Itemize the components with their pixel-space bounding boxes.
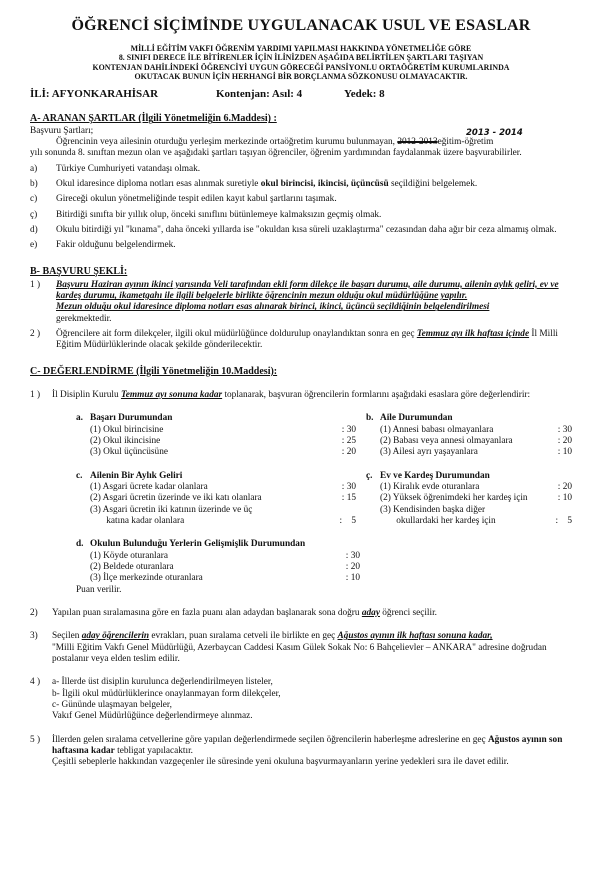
subtitle-line: 8. SINIFI DERECE İLE BİTİRENLER İÇİN İLİNİZDEN AŞAĞIDA BELİRTİLEN ŞARTLARI TAŞIYAN bbox=[118, 53, 484, 63]
group-title: Aile Durumundan bbox=[380, 413, 453, 424]
criteria-label: katına kadar olanlara bbox=[90, 515, 185, 526]
criteria-points: : 5 bbox=[339, 515, 356, 526]
list-marker: b) bbox=[30, 178, 38, 189]
criteria-row bbox=[90, 482, 356, 493]
criteria-points: : 10 bbox=[345, 573, 360, 584]
section-b-item-1 bbox=[30, 280, 572, 325]
application-text: gerekmektedir. bbox=[56, 313, 112, 324]
list-marker: c) bbox=[30, 194, 38, 205]
criteria-row bbox=[90, 493, 356, 504]
group-letter: a. bbox=[76, 413, 83, 424]
subtitle-line: MİLLİ EĞİTİM VAKFI ÖĞRENİM YARDIMI YAPILMASI HAKKINDA YÖNETMELİĞE GÖRE bbox=[130, 43, 472, 53]
criteria-column-left bbox=[76, 413, 360, 584]
deadline-text: Ağustos ayının ilk haftası sonuna kadar, bbox=[337, 631, 493, 642]
evaluation-text: evrakları, puan sıralama cetveli ile birlikte en geç bbox=[149, 631, 338, 642]
criteria-row bbox=[380, 493, 572, 504]
criteria-points: : 30 bbox=[341, 424, 356, 435]
evaluation-text: öğrenci seçilir. bbox=[379, 607, 438, 618]
application-text: İl Milli Eğitim Müdürlüklerinde olacak şekilde gönderilecektir. bbox=[56, 329, 559, 351]
criteria-label: (3) Kendisinden başka diğer bbox=[380, 504, 486, 515]
list-text: seçildiğini belgelemek. bbox=[388, 178, 478, 189]
address-text: "Milli Eğitim Vakfı Genel Müdürlüğü, Azerbaycan Caddesi Kasım Gülek Sokak No: 6 Bahçelievler – ANKARA" adresine doğrudan postalanır veya elden teslim edilir. bbox=[52, 642, 547, 664]
criteria-row bbox=[90, 447, 356, 458]
criteria-points: : 20 bbox=[557, 481, 572, 492]
section-c-item-3 bbox=[30, 631, 572, 665]
criteria-label: (2) Asgari ücretin üzerinde ve iki katı olanlara bbox=[90, 493, 262, 504]
list-item bbox=[30, 225, 572, 236]
criteria-points: : 30 bbox=[341, 481, 356, 492]
criteria-group bbox=[76, 413, 356, 458]
criteria-group bbox=[76, 539, 360, 584]
criteria-label: (1) Annesi babası olmayanlara bbox=[380, 424, 494, 435]
criteria-row bbox=[90, 562, 360, 573]
application-text: Öğrencilere ait form dilekçeler, ilgili okul müdürlüğünce doldurulup onaylandıktan sonra en geç bbox=[56, 329, 417, 340]
list-marker: 1 ) bbox=[30, 389, 41, 400]
criteria-row bbox=[380, 516, 572, 527]
list-item bbox=[30, 194, 572, 205]
province-label: İLİ: AFYONKARAHİSAR bbox=[30, 88, 159, 101]
quota-main: Kontenjan: Asıl: 4 bbox=[216, 88, 303, 101]
evaluation-text: toplanarak, başvuran öğrencilerin formlarını aşağıdaki esaslara göre değerlendirir: bbox=[222, 389, 531, 400]
criteria-label: (2) Yüksek öğrenimdeki her kardeş için bbox=[380, 493, 528, 504]
evaluation-text: İl Disiplin Kurulu bbox=[52, 389, 121, 400]
list-marker: a) bbox=[30, 163, 38, 174]
criteria-row bbox=[380, 505, 572, 516]
section-a-intro: Başvuru Şartları; bbox=[30, 125, 94, 136]
criteria-label: (3) Ailesi ayrı yaşayanlara bbox=[380, 447, 478, 458]
group-title: Ailenin Bir Aylık Geliri bbox=[90, 470, 183, 481]
list-marker: 5 ) bbox=[30, 734, 41, 745]
criteria-label: okullardaki her kardeş için bbox=[380, 515, 496, 526]
emphasis-text: aday öğrencilerin bbox=[81, 631, 150, 642]
document-subtitle bbox=[30, 44, 572, 83]
criteria-label: (2) Babası veya annesi olmayanlara bbox=[380, 435, 513, 446]
criteria-row bbox=[90, 516, 356, 527]
list-marker: 2 ) bbox=[30, 329, 41, 340]
criteria-column-right bbox=[366, 413, 572, 584]
exclusion-line: c- Gününde ulaşmayan belgeler, bbox=[52, 699, 172, 710]
application-text: Başvuru Haziran ayının ikinci yarısında Veli tarafından ekli form dilekçe ile başarı durumu, aile durumu, ailenin aylık geliri, ev ve kardeş durumu, ikametgahı ile ilgili belgelerle birlikte öğrencinin mezun olduğu okul müdürlüğüne yapılır. bbox=[56, 279, 559, 302]
list-text: Gireceği okulun yönetmeliğinde tespit edilen kayıt kabul şartlarını taşımak. bbox=[56, 194, 337, 205]
criteria-points: : 10 bbox=[557, 447, 572, 458]
list-marker: d) bbox=[30, 224, 38, 235]
deadline-text: Ağustos ayının son haftasına kadar bbox=[52, 734, 563, 756]
group-letter: d. bbox=[76, 539, 84, 550]
criteria-points: : 30 bbox=[345, 550, 360, 561]
criteria-group bbox=[366, 471, 572, 528]
exclusion-line: Vakıf Genel Müdürlüğünce değerlendirmeye alınmaz. bbox=[52, 711, 253, 722]
group-letter: ç. bbox=[366, 470, 373, 481]
criteria-label: (2) Okul ikincisine bbox=[90, 435, 161, 446]
criteria-row bbox=[380, 447, 572, 458]
paragraph-text: eğitim-öğretim bbox=[437, 137, 494, 147]
criteria-label: (1) Okul birincisine bbox=[90, 424, 164, 435]
section-c-heading: C- DEĞERLENDİRME (İlgili Yönetmeliğin 10.Maddesi): bbox=[30, 365, 278, 377]
criteria-points: : 15 bbox=[341, 493, 356, 504]
evaluation-text: Seçilen bbox=[52, 631, 82, 642]
list-marker: e) bbox=[30, 240, 38, 251]
criteria-points: : 10 bbox=[557, 493, 572, 504]
list-marker: 2) bbox=[30, 607, 38, 618]
evaluation-text: İllerden gelen sıralama cetvellerine göre yapılan değerlendirmede seçilen öğrencilerin haberleşme adreslerine en geç bbox=[52, 734, 488, 745]
subtitle-line: KONTENJAN DAHİLİNDEKİ ÖĞRENCİYİ UYGUN GÖRECEĞİ PANSİYONLU ORTAÖĞRETİM KURUMLARINDA bbox=[92, 62, 510, 72]
exclusion-line: a- İllerde üst disiplin kuruluncа değerlendirilmeyen listeler, bbox=[52, 677, 273, 688]
evaluation-text: tebligat yapılacaktır. bbox=[114, 745, 194, 756]
criteria-label: (1) Asgari ücrete kadar olanlara bbox=[90, 481, 208, 492]
list-item bbox=[30, 179, 572, 190]
paragraph-text: Öğrencinin veya ailesinin oturduğu yerleşim merkezinde ortaöğretim kurumu bulunmayan, bbox=[56, 137, 398, 147]
criteria-label: (3) Asgari ücretin iki katının üzerinde ve üç bbox=[90, 504, 253, 515]
list-marker: 3) bbox=[30, 631, 38, 642]
criteria-label: (1) Köyde oturanlara bbox=[90, 550, 168, 561]
criteria-group bbox=[366, 413, 572, 458]
criteria-group bbox=[76, 471, 356, 528]
group-title: Ev ve Kardeş Durumundan bbox=[380, 470, 490, 481]
list-marker: ç) bbox=[30, 209, 38, 220]
evaluation-text: Çeşitli sebeplerle hakkından vazgeçenler ile süresinde yeni okuluna başvurmayanların yerine yedekleri sıra ile davet edilir. bbox=[52, 757, 509, 768]
criteria-label: (3) Okul üçüncüsüne bbox=[90, 447, 168, 458]
criteria-label: (3) İlçe merkezinde oturanlara bbox=[90, 573, 203, 584]
criteria-points bbox=[320, 505, 356, 516]
application-text: Mezun olduğu okul idaresince diploma notları esas alınarak birinci, ikinci, üçüncü seçildiğinin belgelendirilmesi bbox=[56, 302, 490, 313]
list-item bbox=[30, 210, 572, 221]
section-c-item-5 bbox=[30, 735, 572, 769]
criteria-row bbox=[90, 505, 356, 516]
list-text: Bitirdiği sınıfta bir yıllık olup, önceki sınıflını bütünlemeye kalmaksızın geçmiş olmak. bbox=[56, 209, 382, 220]
list-text: Fakir olduğunu belgelendirmek. bbox=[56, 240, 176, 251]
criteria-points: : 20 bbox=[341, 447, 356, 458]
section-c-item-1 bbox=[30, 390, 572, 401]
criteria-grid bbox=[76, 413, 572, 584]
list-text-bold: okul birincisi, ikincisi, üçüncüsü bbox=[260, 178, 389, 189]
list-text: Türkiye Cumhuriyeti vatandaşı olmak. bbox=[56, 163, 201, 174]
evaluation-text: Yapılan puan sıralamasına göre en fazla puanı alan adaydan başlanarak sona doğru bbox=[52, 607, 362, 618]
emphasis-text: aday bbox=[361, 607, 380, 618]
criteria-row bbox=[380, 436, 572, 447]
points-given-note: Puan verilir. bbox=[76, 584, 122, 595]
list-text: Okulu bitirdiği yıl "kınama", daha önceki yıllarda ise "okuldan kısa süreli uzaklaştırma" cezasından daha ağır bir ceza almamış olmak. bbox=[56, 224, 557, 235]
criteria-row bbox=[380, 482, 572, 493]
section-a-list bbox=[30, 164, 572, 252]
exclusion-line: b- İlgili okul müdürlüklerince onaylanmayan form dilekçeler, bbox=[52, 688, 281, 699]
list-text: Okul idaresince diploma notları esas alınmak suretiyle bbox=[56, 178, 261, 189]
criteria-row bbox=[90, 436, 356, 447]
criteria-row bbox=[90, 551, 360, 562]
list-marker: 4 ) bbox=[30, 677, 41, 688]
criteria-row bbox=[380, 425, 572, 436]
deadline-text: Temmuz ayı sonuna kadar bbox=[120, 389, 223, 400]
criteria-points: : 20 bbox=[345, 561, 360, 572]
list-marker: 1 ) bbox=[30, 279, 41, 290]
criteria-points: : 20 bbox=[557, 435, 572, 446]
section-a-paragraph-line2: yılı sonunda 8. sınıftan mezun olan ve aşağıdaki şartları taşıyan öğrenciler, öğrenim yardımından faydalanmak üzere başvurabilirler. bbox=[30, 148, 522, 159]
section-b-heading: B- BAŞVURU ŞEKLİ: bbox=[30, 265, 128, 277]
document-title: ÖĞRENCİ SİÇİMİNDE UYGULANACAK USUL VE ESASLAR bbox=[71, 17, 531, 34]
deadline-text: Temmuz ayı ilk haftası içinde bbox=[416, 329, 530, 340]
province-quota-row bbox=[30, 88, 572, 101]
section-b-item-2 bbox=[30, 329, 572, 352]
group-letter: b. bbox=[366, 413, 374, 424]
list-item bbox=[30, 164, 572, 175]
criteria-label: (1) Kiralık evde oturanlara bbox=[380, 481, 480, 492]
handwritten-year: 2013 - 2014 bbox=[466, 128, 523, 138]
group-title: Okulun Bulunduğu Yerlerin Gelişmişlik Durumundan bbox=[90, 539, 306, 550]
struck-year: 2012-2013 bbox=[397, 137, 438, 147]
section-c-item-2 bbox=[30, 608, 572, 619]
criteria-points: : 30 bbox=[557, 424, 572, 435]
criteria-points bbox=[542, 505, 572, 516]
criteria-label: (2) Beldede oturanlara bbox=[90, 561, 174, 572]
subtitle-line: OKUTACAK BUNUN İÇİN HERHANGİ BİR BORÇLANMA SÖZKONUSU OLMAYACAKTIR. bbox=[134, 72, 468, 82]
criteria-points: : 25 bbox=[341, 435, 356, 446]
group-title: Başarı Durumundan bbox=[90, 413, 173, 424]
criteria-row bbox=[90, 573, 360, 584]
list-item bbox=[30, 240, 572, 251]
group-letter: c. bbox=[76, 470, 83, 481]
criteria-row bbox=[90, 425, 356, 436]
criteria-points: : 5 bbox=[555, 515, 572, 526]
section-c-item-4 bbox=[30, 677, 572, 722]
quota-reserve: Yedek: 8 bbox=[344, 88, 385, 101]
section-a-heading: A- ARANAN ŞARTLAR (İlgili Yönetmeliğin 6.Maddesi) : bbox=[30, 113, 277, 125]
